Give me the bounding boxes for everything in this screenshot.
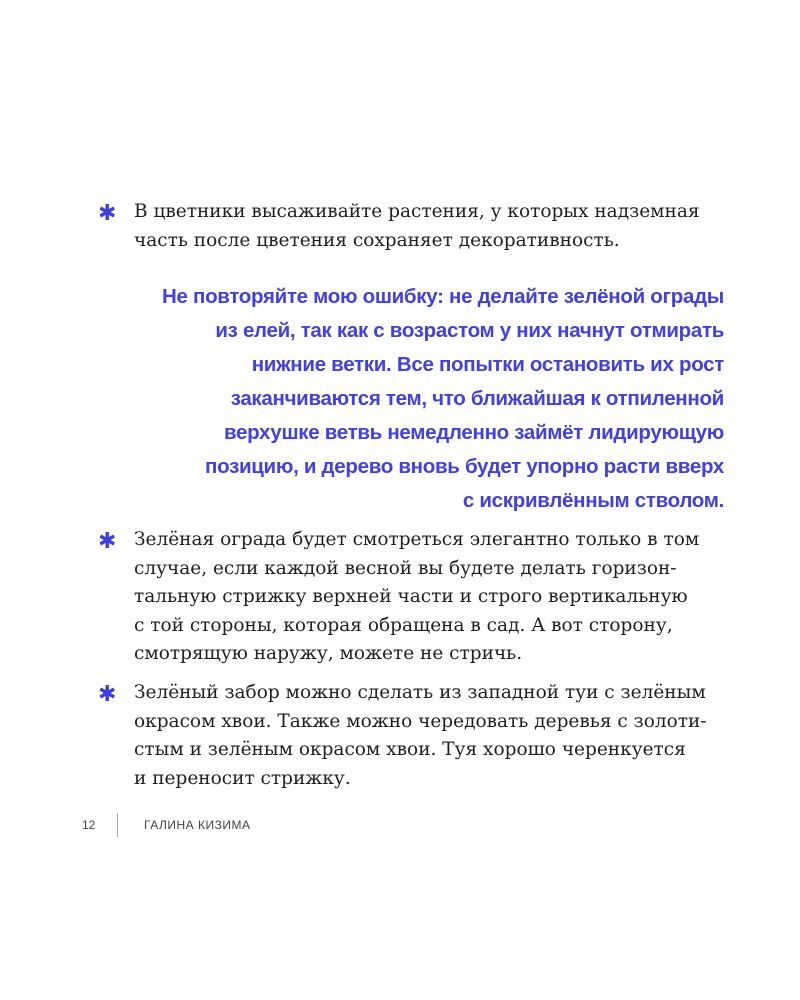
quote-line: верхушке ветвь немедленно займёт лидирующую <box>223 421 724 444</box>
bullet-item <box>98 679 728 795</box>
bullet-text <box>134 679 726 793</box>
page-number: 12 <box>82 818 96 832</box>
text-line: смотрящую наружу, можете не стричь. <box>134 643 523 664</box>
text-line: Зелёная ограда будет смотреться элегантно только в том <box>134 529 700 550</box>
bullet-text <box>134 198 726 255</box>
text-line: Зелёный забор можно сделать из западной туи с зелёным <box>134 682 706 703</box>
quote-line: с искривлённым стволом. <box>462 489 724 512</box>
author-name: ГАЛИНА КИЗИМА <box>144 818 251 832</box>
bullet-text <box>134 526 726 669</box>
bullet-item <box>98 198 728 258</box>
quote-line: Не повторяйте мою ошибку: не делайте зелёной ограды <box>162 285 724 308</box>
asterisk-bullet-icon: ✱ <box>98 529 117 554</box>
footer-divider <box>117 813 118 837</box>
text-line: случае, если каждой весной вы будете делать горизон- <box>134 557 677 579</box>
text-line: В цветники высаживайте растения, у которых надземная <box>134 201 700 222</box>
quote-line: из елей, так как с возрастом у них начнут отмирать <box>215 319 724 342</box>
quote-line: нижние ветки. Все попытки остановить их рост <box>251 353 724 376</box>
text-line: стым и зелёным окрасом хвои. Туя хорошо черенкуется <box>134 739 686 760</box>
text-line: и переносит стрижку. <box>134 767 351 789</box>
asterisk-bullet-icon: ✱ <box>98 201 117 226</box>
quote-line: заканчиваются тем, что ближайшая к отпиленной <box>230 387 724 410</box>
bullet-item <box>98 526 728 671</box>
text-line: окрасом хвои. Также можно чередовать деревья с золоти- <box>134 710 707 732</box>
text-line: с той стороны, которая обращена в сад. А вот сторону, <box>134 614 673 636</box>
quote-line: позицию, и дерево вновь будет упорно расти вверх <box>205 455 724 478</box>
asterisk-bullet-icon: ✱ <box>98 682 117 707</box>
text-line: тальную стрижку верхней части и строго вертикальную <box>134 586 688 607</box>
text-line: часть после цветения сохраняет декоративность. <box>134 229 620 251</box>
highlighted-quote <box>120 280 724 518</box>
